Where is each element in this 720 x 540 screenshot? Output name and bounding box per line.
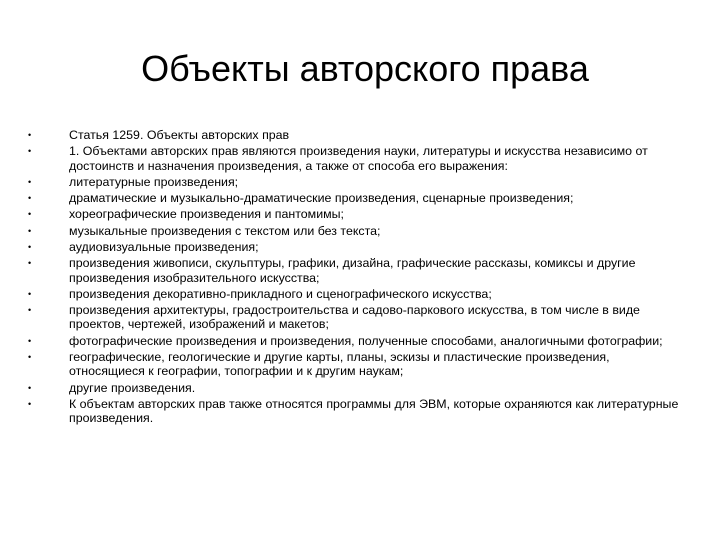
bullet-icon: • bbox=[28, 382, 32, 393]
list-item bbox=[28, 397, 688, 426]
list-item bbox=[28, 191, 688, 206]
list-item-text: произведения декоративно-прикладного и сценографического искусства; bbox=[69, 286, 492, 301]
bullet-icon: • bbox=[28, 146, 32, 157]
bullet-icon: • bbox=[28, 130, 32, 140]
list-item bbox=[28, 334, 688, 349]
list-item-text: произведения живописи, скульптуры, графики, дизайна, графические рассказы, комиксы и другие произведения изобразительного искусства; bbox=[69, 255, 636, 285]
list-item-text: другие произведения. bbox=[69, 380, 196, 395]
list-item-text: фотографические произведения и произведения, полученные способами, аналогичными фотографии; bbox=[69, 333, 663, 348]
list-item bbox=[28, 175, 688, 190]
bullet-icon: • bbox=[28, 398, 32, 409]
slide-title: Объекты авторского права bbox=[141, 48, 589, 89]
list-item-text: произведения архитектуры, градостроительства и садово-паркового искусства, в том числе в виде проектов, чертежей, изображений и макетов; bbox=[69, 302, 640, 332]
bullet-list bbox=[28, 128, 688, 428]
list-item-text: хореографические произведения и пантомимы; bbox=[69, 207, 344, 222]
bullet-icon: • bbox=[28, 335, 32, 346]
bullet-icon: • bbox=[28, 193, 32, 204]
list-item bbox=[28, 207, 688, 222]
list-item-text: К объектам авторских прав также относятся программы для ЭВМ, которые охраняются как литературные произведения. bbox=[69, 396, 679, 426]
list-item bbox=[28, 381, 688, 396]
list-item bbox=[28, 303, 688, 332]
list-item bbox=[28, 224, 688, 239]
list-item-text: литературные произведения; bbox=[69, 174, 239, 189]
list-item-text: драматические и музыкально-драматические произведения, сценарные произведения; bbox=[69, 191, 574, 206]
list-item bbox=[28, 287, 688, 302]
bullet-icon: • bbox=[28, 304, 32, 315]
bullet-icon: • bbox=[28, 257, 32, 268]
list-item bbox=[28, 144, 688, 173]
bullet-icon: • bbox=[28, 241, 32, 252]
list-item-text: аудиовизуальные произведения; bbox=[69, 239, 259, 254]
bullet-icon: • bbox=[28, 209, 32, 220]
bullet-icon: • bbox=[28, 288, 32, 299]
list-item-text: музыкальные произведения с текстом или без текста; bbox=[69, 223, 381, 238]
bullet-icon: • bbox=[28, 176, 32, 187]
list-item-text: 1. Объектами авторских прав являются произведения науки, литературы и искусства независимо от достоинств и назначения произведения, а также от способа его выражения: bbox=[69, 144, 648, 173]
list-item bbox=[28, 256, 688, 285]
list-item bbox=[28, 240, 688, 255]
list-item-text: географические, геологические и другие карты, планы, эскизы и пластические произведения, относящиеся к географии, топографии и к другим наукам; bbox=[69, 349, 610, 379]
list-item bbox=[28, 350, 688, 379]
list-item bbox=[28, 128, 688, 143]
bullet-icon: • bbox=[28, 351, 32, 362]
list-item-text: Статья 1259. Объекты авторских прав bbox=[69, 128, 290, 142]
bullet-icon: • bbox=[28, 225, 32, 236]
